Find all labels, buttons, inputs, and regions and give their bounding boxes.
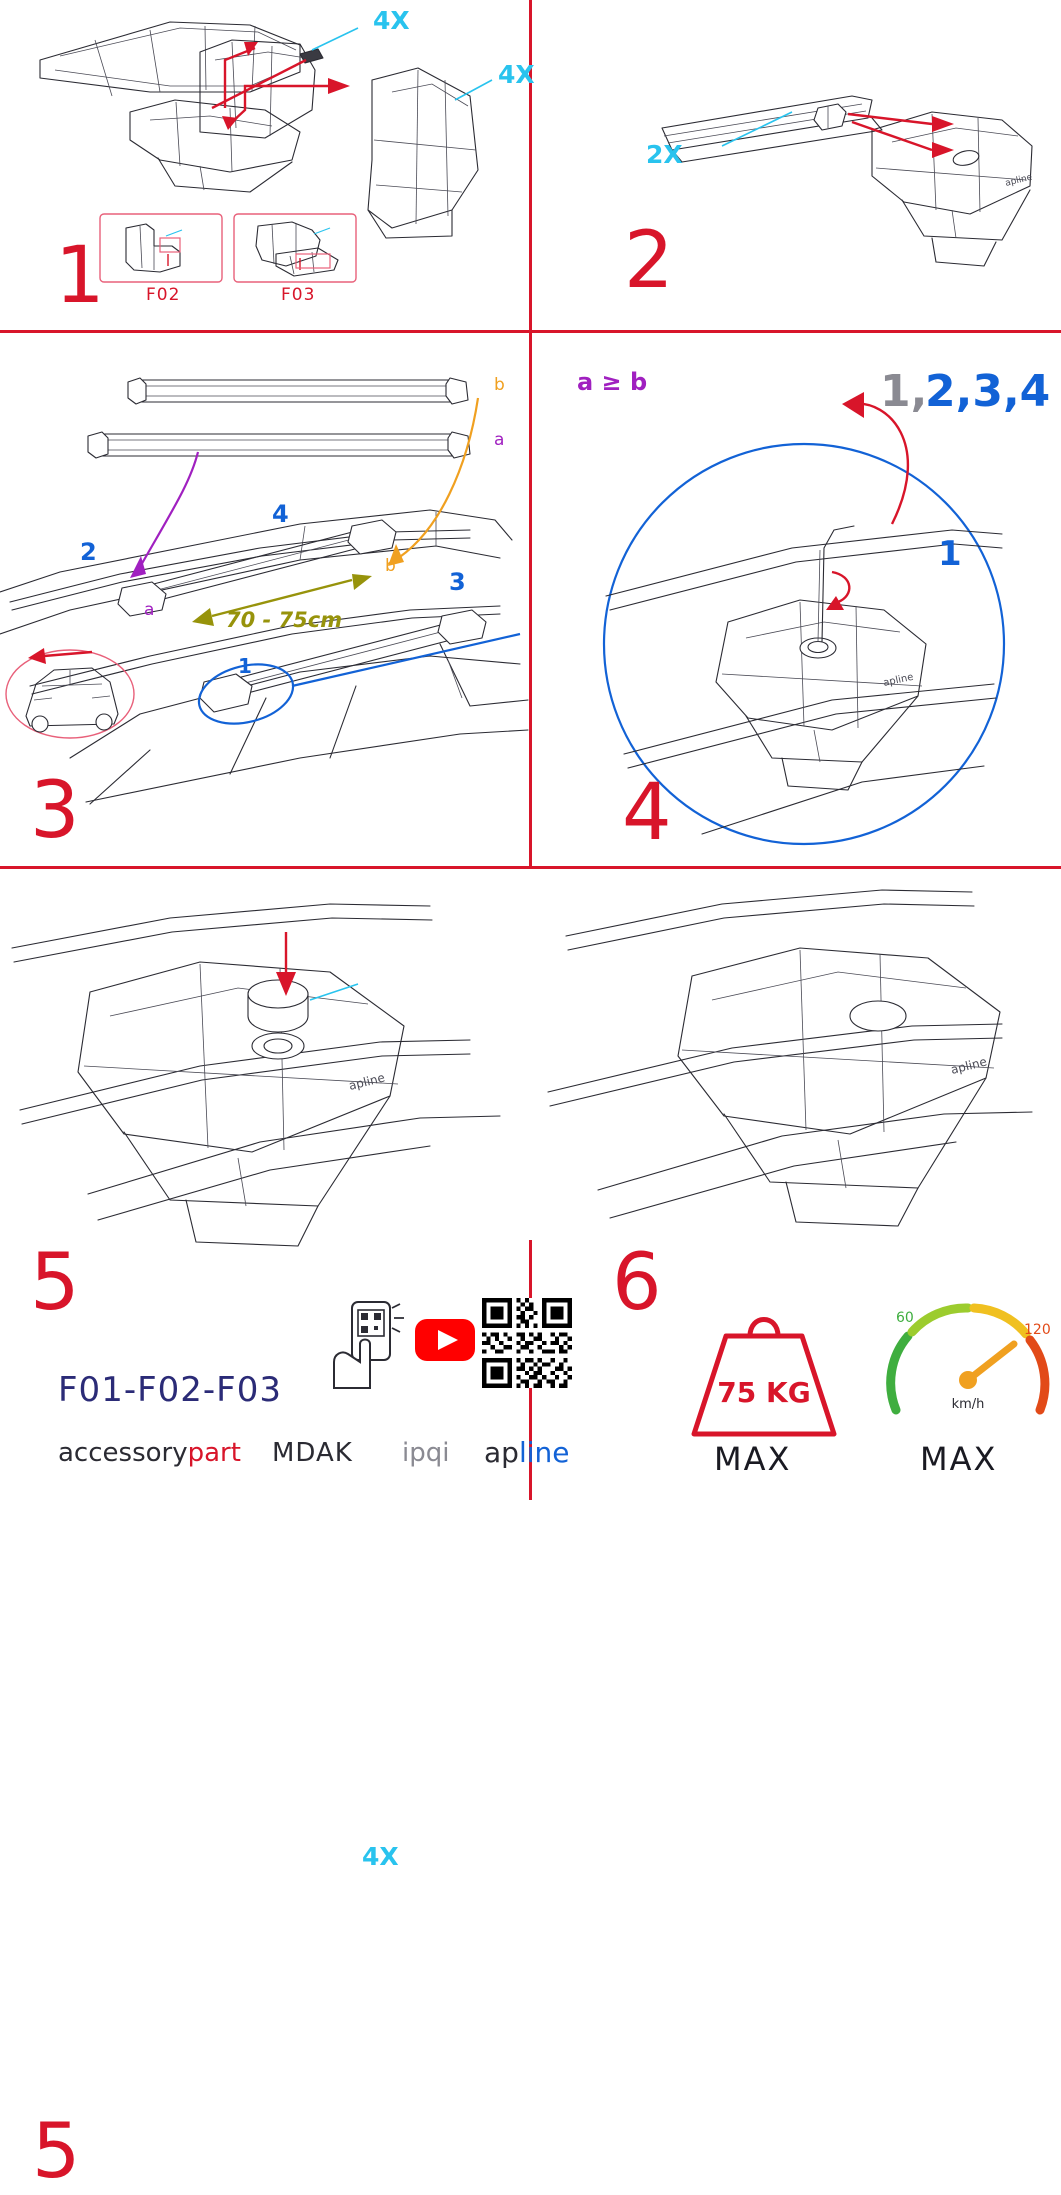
svg-text:apline: apline	[949, 1054, 989, 1077]
step-3-mark-a: a	[144, 600, 155, 620]
step-3-pos-4: 4	[272, 500, 289, 528]
step-4-number: 4	[622, 768, 672, 858]
brand-apline-accent: line	[518, 1436, 570, 1469]
step-3-spacing-label: 70 - 75cm	[226, 608, 343, 632]
step-1-variant-label-f02: F02	[146, 285, 181, 305]
step-2-panel	[532, 0, 1061, 330]
footer-step-5-number: 5	[30, 1238, 80, 1328]
step-1-panel	[0, 0, 535, 330]
step-3-bar-b-label: b	[494, 375, 505, 395]
footer-left-panel	[0, 1238, 570, 1500]
scan-qr-hand-icon	[326, 1300, 406, 1390]
step-4-order-gray: 1,	[880, 366, 928, 417]
step-5-number: 5	[32, 2106, 81, 2195]
step-3-number: 3	[30, 766, 80, 856]
step-2-illustration	[532, 0, 1061, 330]
max-speed-icon	[872, 1292, 1061, 1432]
footer-right-panel	[532, 1240, 1061, 1500]
step-3-pos-2: 2	[80, 538, 97, 566]
max-load-caption: MAX	[714, 1440, 792, 1478]
step-3-panel	[0, 334, 529, 866]
step-6-illustration	[532, 870, 1061, 1240]
gauge-max-tick: 120	[1024, 1322, 1051, 1338]
step-6-panel-illustration	[532, 870, 1061, 1240]
step-1-qty-right: 4X	[498, 60, 535, 89]
divider-row2	[0, 866, 1061, 869]
svg-text:apline: apline	[882, 671, 915, 689]
step-3-bar-a-label: a	[494, 430, 505, 450]
step-3-mark-b: b	[385, 556, 396, 576]
max-load-value: 75 KG	[717, 1376, 811, 1409]
gauge-unit: km/h	[951, 1397, 985, 1412]
max-speed-caption: MAX	[920, 1440, 998, 1478]
step-3-pos-3: 3	[449, 568, 466, 596]
svg-text:apline: apline	[1004, 172, 1034, 189]
step-3-pos-1: 1	[238, 654, 252, 678]
youtube-icon[interactable]	[414, 1318, 476, 1362]
step-1-number: 1	[55, 231, 105, 321]
step-2-number: 2	[624, 216, 674, 306]
brand-mdak: MDAK	[272, 1438, 353, 1468]
brand-accessorypart-accent: part	[187, 1438, 241, 1468]
brand-apline: apline	[484, 1436, 570, 1469]
max-load-icon	[674, 1300, 854, 1440]
step-4-panel	[532, 334, 1061, 866]
gauge-min-tick: 60	[896, 1310, 914, 1326]
step-2-qty-left: 2X	[646, 140, 683, 169]
product-codes: F01-F02-F03	[58, 1370, 282, 1410]
step-1-qty-top: 4X	[373, 6, 410, 35]
step-6-number: 6	[612, 1238, 662, 1328]
step-3-rule-label: a ≥ b	[577, 368, 648, 396]
step-4-detail-number: 1	[938, 534, 962, 574]
step-5-illustration	[0, 870, 529, 1240]
step-4-order-blue: 2,3,4	[925, 366, 1051, 417]
step-5-qty: 4X	[362, 1842, 399, 1871]
brand-accessorypart: accessorypart	[58, 1438, 241, 1468]
brand-ipqi: ipqi	[402, 1438, 450, 1468]
svg-text:apline: apline	[347, 1070, 387, 1093]
step-1-variant-label-f03: F03	[281, 285, 316, 305]
